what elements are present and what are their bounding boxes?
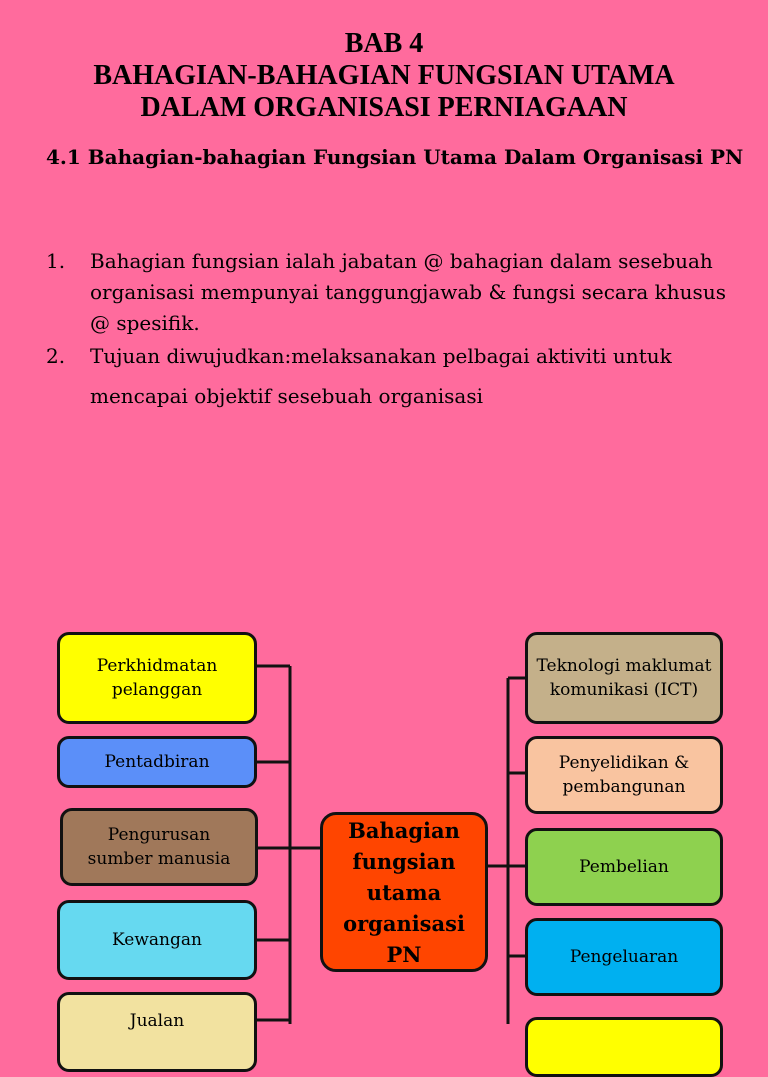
box-pembelian [525, 828, 723, 906]
box-pentadbiran [57, 736, 257, 788]
title-line-3: DALAM ORGANISASI PERNIAGAAN [140, 92, 628, 123]
box-label: Jualan [129, 1011, 185, 1031]
box-pengurusan-sumber-manusia [60, 808, 258, 886]
center-label: Bahagian fungsian utama organisasi PN [343, 817, 465, 967]
point-text: Tujuan diwujudkan:melaksanakan pelbagai aktiviti untuk mencapai objektif sesebuah organisasi [90, 344, 672, 408]
box-kewangan [57, 900, 257, 980]
section-heading: 4.1 Bahagian-bahagian Fungsian Utama Dalam Organisasi PN [46, 145, 744, 169]
box-unlabeled-partial [525, 1017, 723, 1077]
box-pengeluaran [525, 918, 723, 996]
box-penyelidikan-pembangunan [525, 736, 723, 814]
center-node [320, 812, 488, 972]
box-label: Penyelidikan & pembangunan [558, 753, 690, 797]
box-teknologi-maklumat [525, 632, 723, 724]
box-perkhidmatan-pelanggan [57, 632, 257, 724]
box-label: Perkhidmatan pelanggan [96, 656, 218, 700]
title-line-2: BAHAGIAN-BAHAGIAN FUNGSIAN UTAMA [93, 60, 675, 91]
point-number: 2. [46, 344, 66, 368]
box-label: Kewangan [112, 930, 202, 950]
point-number: 1. [46, 249, 66, 273]
point-text: Bahagian fungsian ialah jabatan @ bahagian dalam sesebuah organisasi mempunyai tanggungjawab & fungsi secara khusus @ spesifik. [90, 249, 726, 335]
box-label: Pentadbiran [104, 752, 210, 772]
box-label: Pengurusan sumber manusia [87, 825, 231, 869]
box-label: Teknologi maklumat komunikasi (ICT) [536, 656, 712, 700]
box-label: Pembelian [579, 857, 669, 877]
box-jualan [57, 992, 257, 1072]
chapter-label: BAB 4 [344, 28, 424, 59]
box-label: Pengeluaran [569, 947, 679, 967]
